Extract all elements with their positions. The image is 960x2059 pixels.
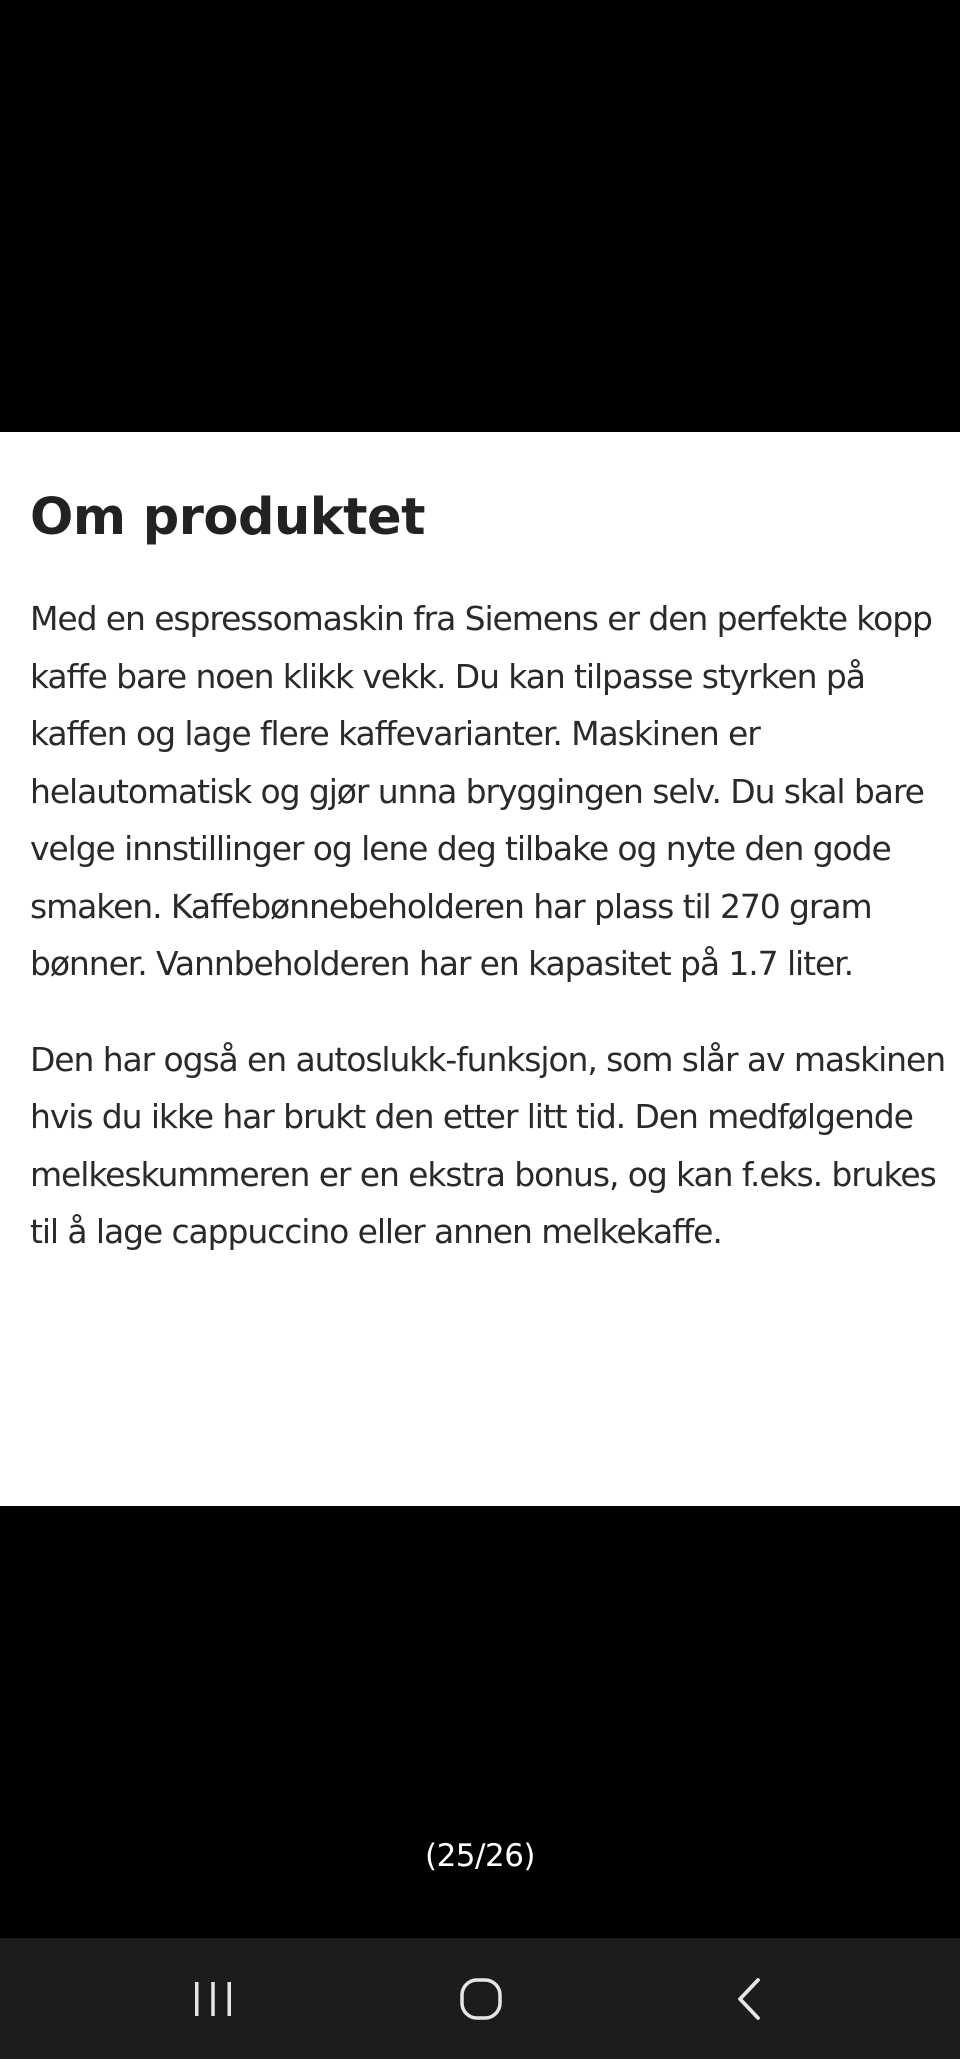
home-button[interactable] (421, 1938, 541, 2059)
letterbox-top (0, 0, 960, 432)
paragraph-2 (30, 1031, 960, 1261)
paragraph-line: smaken. Kaffebønnebeholderen har plass til 270 gram (30, 886, 872, 926)
recent-apps-button[interactable] (153, 1938, 273, 2059)
paragraph-line: helautomatisk og gjør unna bryggingen selv. Du skal bare (30, 771, 924, 811)
paragraph-line: til å lage cappuccino eller annen melkekaffe. (30, 1212, 722, 1251)
paragraph-line: melkeskummeren er en ekstra bonus, og kan f.eks. brukes (30, 1154, 936, 1194)
paragraph-line: kaffen og lage flere kaffevarianter. Maskinen er (30, 714, 760, 753)
recent-apps-icon (191, 1979, 235, 2019)
paragraph-1 (30, 590, 960, 993)
navigation-bar (0, 1938, 960, 2059)
image-content[interactable] (0, 432, 960, 1506)
back-button[interactable] (690, 1938, 810, 2059)
paragraph-line: bønner. Vannbeholderen har en kapasitet på 1.7 liter. (30, 944, 853, 983)
paragraph-line: Med en espressomaskin fra Siemens er den perfekte kopp (30, 599, 932, 638)
page-counter: (25/26) (424, 1838, 536, 1874)
back-icon (730, 1976, 770, 2022)
paragraph-line: hvis du ikke har brukt den etter litt tid. Den medfølgende (30, 1097, 913, 1136)
home-icon (458, 1976, 504, 2022)
paragraph-line: kaffe bare noen klikk vekk. Du kan tilpasse styrken på (30, 656, 865, 696)
page-title: Om produktet (30, 488, 426, 547)
paragraph-line: velge innstillinger og lene deg tilbake og nyte den gode (30, 829, 891, 868)
paragraph-line: Den har også en autoslukk-funksjon, som slår av maskinen (30, 1039, 946, 1079)
